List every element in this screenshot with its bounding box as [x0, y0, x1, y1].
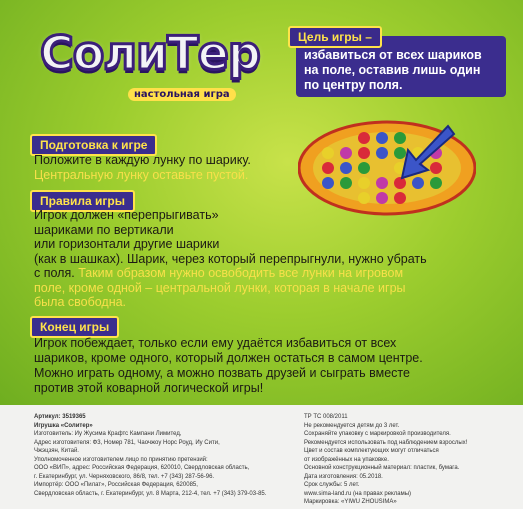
- rules-highlight-tail: Таким образом нужно освободить все лунки на игровом: [74, 266, 404, 280]
- info-left-column: [34, 413, 296, 498]
- rules-line: Игрок должен «перепрыгивать»: [34, 208, 219, 222]
- info-line: Не рекомендуется детям до 3 лет.: [304, 422, 400, 429]
- rules-line: с поля. Таким образом нужно освободить все лунки на игровом: [34, 266, 404, 280]
- board-ball: [358, 192, 370, 204]
- game-board-illustration: [298, 120, 476, 216]
- info-right-column: [304, 413, 516, 507]
- board-svg: [298, 120, 476, 216]
- board-ball: [376, 132, 388, 144]
- goal-label: Цель игры –: [288, 26, 382, 48]
- board-ball: [358, 177, 370, 189]
- prep-line-2: Центральную лунку оставьте пустой.: [34, 167, 249, 182]
- board-ball: [340, 162, 352, 174]
- info-line: от изображённых на упаковке.: [304, 456, 389, 463]
- info-line: Артикул: 3519365: [34, 414, 86, 420]
- end-line: Игрок побеждает, только если ему удаётся избавиться от всех: [34, 336, 397, 350]
- info-line: Чжэцзян, Китай.: [34, 448, 79, 454]
- rules-highlight-line: поле, кроме одной – центральной лунки, которая в начале игры: [34, 280, 406, 295]
- board-ball: [358, 132, 370, 144]
- board-ball: [394, 192, 406, 204]
- info-line: Изготовитель: Иу Жусима Крафтс Кампани Лимитед,: [34, 431, 182, 437]
- rules-line: шариками по вертикали: [34, 222, 174, 237]
- info-line: Свердловская область, г. Екатеринбург, ул. 8 Марта, 212-4, тел. +7 (343) 379-03-85.: [34, 490, 267, 497]
- game-logo: [40, 26, 260, 106]
- info-line: Дата изготовления: 05.2018.: [304, 473, 383, 480]
- rules-body: [34, 208, 494, 310]
- board-ball: [322, 147, 334, 159]
- info-line: Адрес изготовителя: Ф3, Номер 781, Чаочжоу Норс Роуд, Иу Сити,: [34, 439, 220, 446]
- prep-label: Подготовка к игре: [30, 134, 157, 156]
- board-ball: [430, 177, 442, 189]
- board-ball: [376, 177, 388, 189]
- board-ball: [394, 177, 406, 189]
- rules-label: Правила игры: [30, 190, 135, 212]
- prep-body: [34, 153, 251, 182]
- end-line: против этой коварной логической игры!: [34, 381, 264, 395]
- goal-description: избавиться от всех шариков на поле, оставив лишь один по центру поля.: [304, 48, 482, 92]
- board-ball: [412, 177, 424, 189]
- end-label: Конец игры: [30, 316, 119, 338]
- product-info-panel: [0, 405, 523, 509]
- rules-highlight-line: была свободна.: [34, 295, 127, 309]
- logo-title: СолиТер: [40, 26, 260, 80]
- board-ball: [394, 147, 406, 159]
- info-line: ТР ТС 008/2011: [304, 414, 348, 420]
- board-ball: [430, 162, 442, 174]
- board-ball: [358, 147, 370, 159]
- info-line: Уполномоченное изготовителем лицо по принятию претензий:: [34, 456, 208, 463]
- rules-line: (как в шашках). Шарик, через который перепрыгнули, нужно убрать: [34, 251, 427, 266]
- end-line: Можно играть одному, а можно позвать друзей и сыграть вместе: [34, 366, 410, 380]
- prep-line-1: Положите в каждую лунку по шарику.: [34, 153, 251, 167]
- board-ball: [394, 132, 406, 144]
- board-ball: [340, 177, 352, 189]
- info-line: Импортёр: ООО «Пилат», Российская Федерация, 620085,: [34, 482, 198, 488]
- info-line: ООО «ВИП», адрес: Российская Федерация, 620010, Свердловская область,: [34, 465, 250, 471]
- goal-section: [274, 18, 510, 102]
- board-ball: [376, 192, 388, 204]
- info-line: Рекомендуется использовать под наблюдением взрослых!: [304, 439, 468, 446]
- board-ball: [322, 162, 334, 174]
- board-ball: [358, 162, 370, 174]
- info-line: г. Екатеринбург, ул. Черняховского, 86/8, тел. +7 (343) 287-56-96.: [34, 473, 215, 480]
- end-line: шариков, кроме одного, который должен остаться в самом центре.: [34, 351, 423, 365]
- info-line: Маркировка: «YIWU ZHOUSIMA»: [304, 499, 397, 505]
- board-ball: [322, 177, 334, 189]
- rules-line: или горизонтали другие шарики: [34, 237, 220, 251]
- logo-subtitle: настольная игра: [128, 88, 236, 101]
- info-line: Сохраняйте упаковку с маркировкой производителя.: [304, 431, 451, 437]
- info-line: Цвет и состав комплектующих могут отличаться: [304, 448, 439, 454]
- info-line: Основной конструкционный материал: пластик, бумага.: [304, 465, 460, 471]
- info-line: Игрушка «Солитер»: [34, 422, 93, 429]
- board-ball: [376, 147, 388, 159]
- info-line: Срок службы: 5 лет.: [304, 482, 360, 488]
- end-body: [34, 336, 504, 396]
- info-line: www.sima-land.ru (на правах рекламы): [304, 490, 412, 497]
- board-ball: [340, 147, 352, 159]
